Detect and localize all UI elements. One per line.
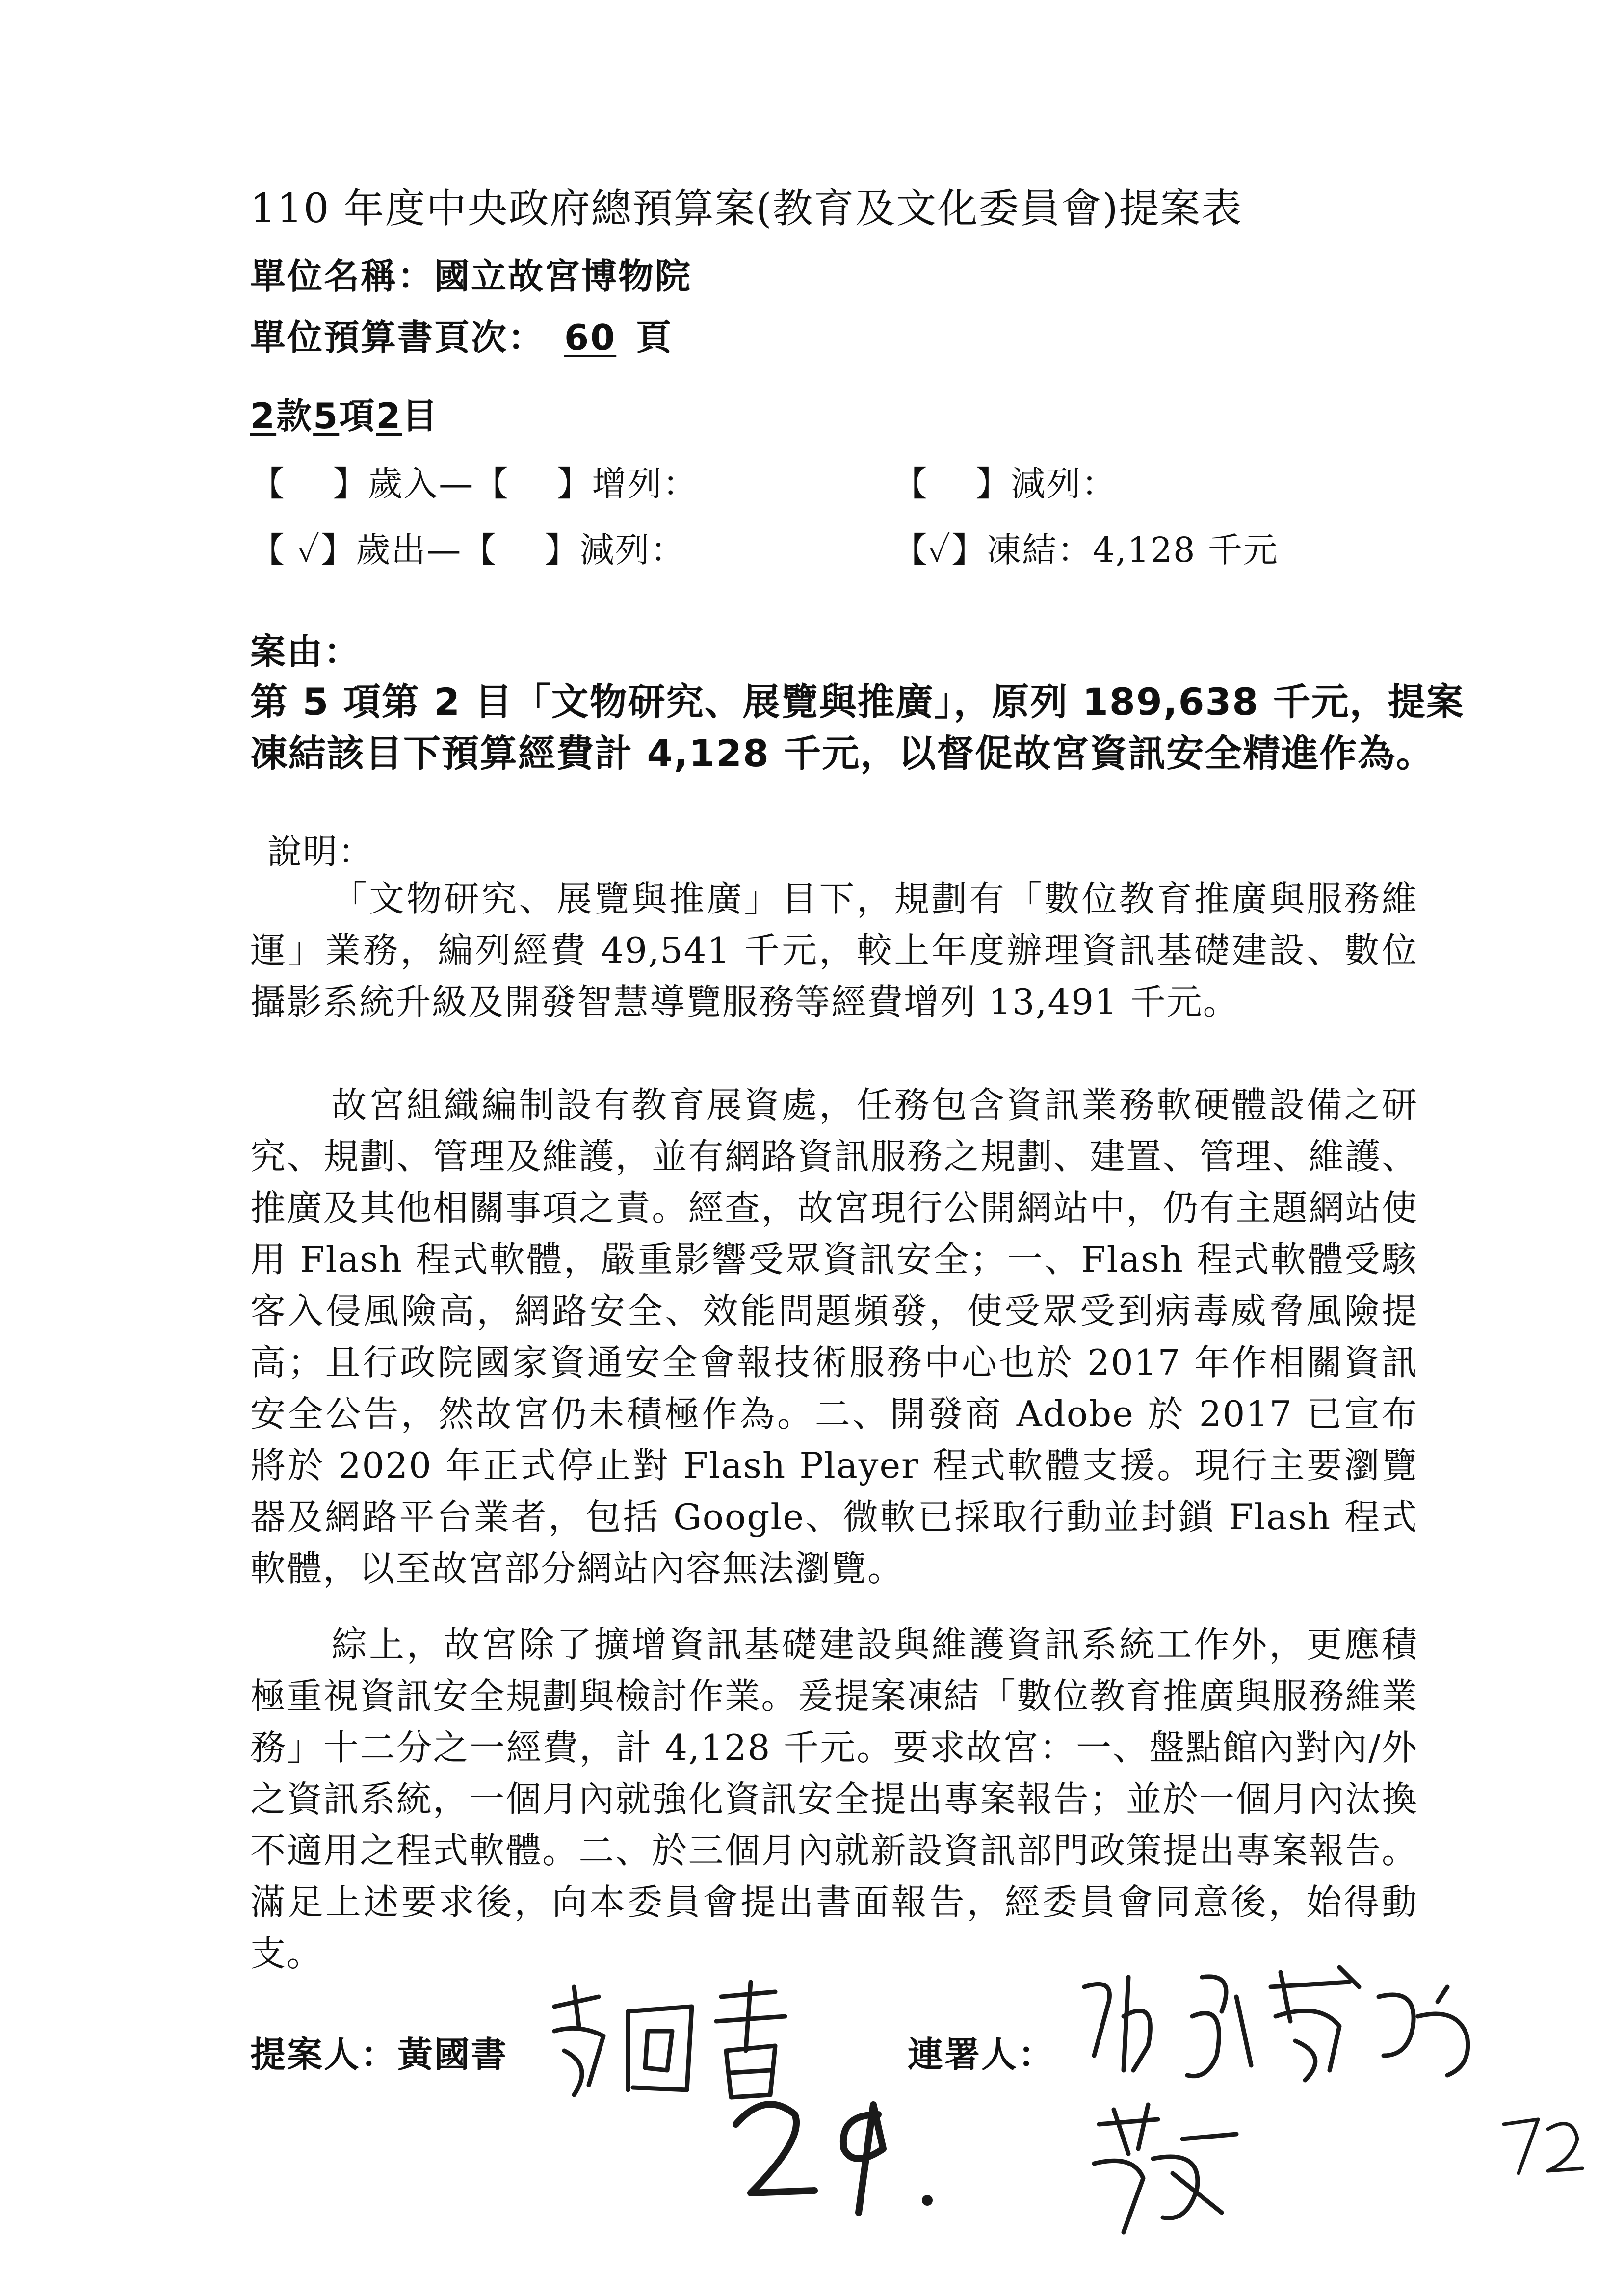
- xiang-label: 項: [339, 395, 376, 437]
- cosigner-signature-1: [1074, 1957, 1506, 2090]
- item-code: [250, 388, 439, 439]
- freeze-row: 【✓】凍結：4,128 千元: [893, 530, 1279, 570]
- cosigner-label: 連署人：: [908, 2034, 1055, 2075]
- unit-name: 單位名稱：國立故宮博物院: [250, 256, 692, 297]
- explanation-paragraph-1: 「文物研究、展覽與推廣」目下，規劃有「數位教育推廣與服務維運」業務，編列經費 49,541 千元，較上年度辦理資訊基礎建設、數位攝影系統升級及開發智慧導覽服務等經費增列 13,491 千元。: [250, 878, 1418, 1022]
- budget-page-number: 60: [564, 317, 617, 358]
- handwritten-number: [721, 2085, 952, 2222]
- expenditure-row: 【 ✓】歲出—【 】減列：: [250, 530, 686, 570]
- budget-page-line: [250, 309, 673, 360]
- kuan-label: 款: [276, 395, 314, 437]
- budget-page-unit: 頁: [636, 317, 673, 358]
- reason-line-1: 第 5 項第 2 目「文物研究、展覽與推廣」，原列 189,638 千元，提案: [250, 680, 1465, 724]
- cosigner-signature-2: [1074, 2095, 1251, 2237]
- mu-label: 目: [402, 395, 439, 437]
- handwritten-page-number: [1499, 2114, 1587, 2183]
- revenue-row: 【 】歲入—【 】增列：: [250, 464, 698, 504]
- xiang-number: 5: [313, 395, 340, 437]
- revenue-decrease-row: 【 】減列：: [893, 464, 1117, 504]
- proposer-label: 提案人：黃國書: [250, 2034, 508, 2075]
- document-title: 110 年度中央政府總預算案(教育及文化委員會)提案表: [250, 185, 1243, 232]
- reason-label: 案由：: [250, 631, 361, 672]
- explanation-label: 說明：: [267, 832, 373, 872]
- kuan-number: 2: [250, 395, 277, 437]
- mu-number: 2: [376, 395, 402, 437]
- reason-line-2: 凍結該目下預算經費計 4,128 千元，以督促故宮資訊安全精進作為。: [250, 731, 1435, 775]
- explanation-paragraph-3: 綜上，故宮除了擴增資訊基礎建設與維護資訊系統工作外，更應積極重視資訊安全規劃與檢討作業。爰提案凍結「數位教育推廣與服務維業務」十二分之一經費，計 4,128 千元。要求故宮：一、盤點館內對內/外之資訊系統，一個月內就強化資訊安全提出專案報告；並於一個月內汰換不適用之程式軟體。二、於三個月內就新設資訊部門政策提出專案報告。滿足上述要求後，向本委員會提出書面報告，經委員會同意後，始得動支。: [250, 1624, 1418, 1974]
- budget-page-label: 單位預算書頁次：: [250, 317, 545, 358]
- explanation-paragraph-2: 故宮組織編制設有教育展資處，任務包含資訊業務軟硬體設備之研究、規劃、管理及維護，並有網路資訊服務之規劃、建置、管理、維護、推廣及其他相關事項之責。經查，故宮現行公開網站中，仍有主題網站使用 Flash 程式軟體，嚴重影響受眾資訊安全；一、Flash 程式軟體受駭客入侵風險高，網路安全、效能問題頻發，使受眾受到病毒威脅風險提高；且行政院國家資通安全會報技術服務中心也於 2017 年作相關資訊安全公告，然故宮仍未積極作為。二、開發商 Adobe 於 2017 已宣布將於 2020 年正式停止對 Flash Player 程式軟體支援。現行主要瀏覽器及網路平台業者，包括 Google、微軟已採取行動並封鎖 Flash 程式軟體，以至故宮部分網站內容無法瀏覽。: [250, 1084, 1418, 1589]
